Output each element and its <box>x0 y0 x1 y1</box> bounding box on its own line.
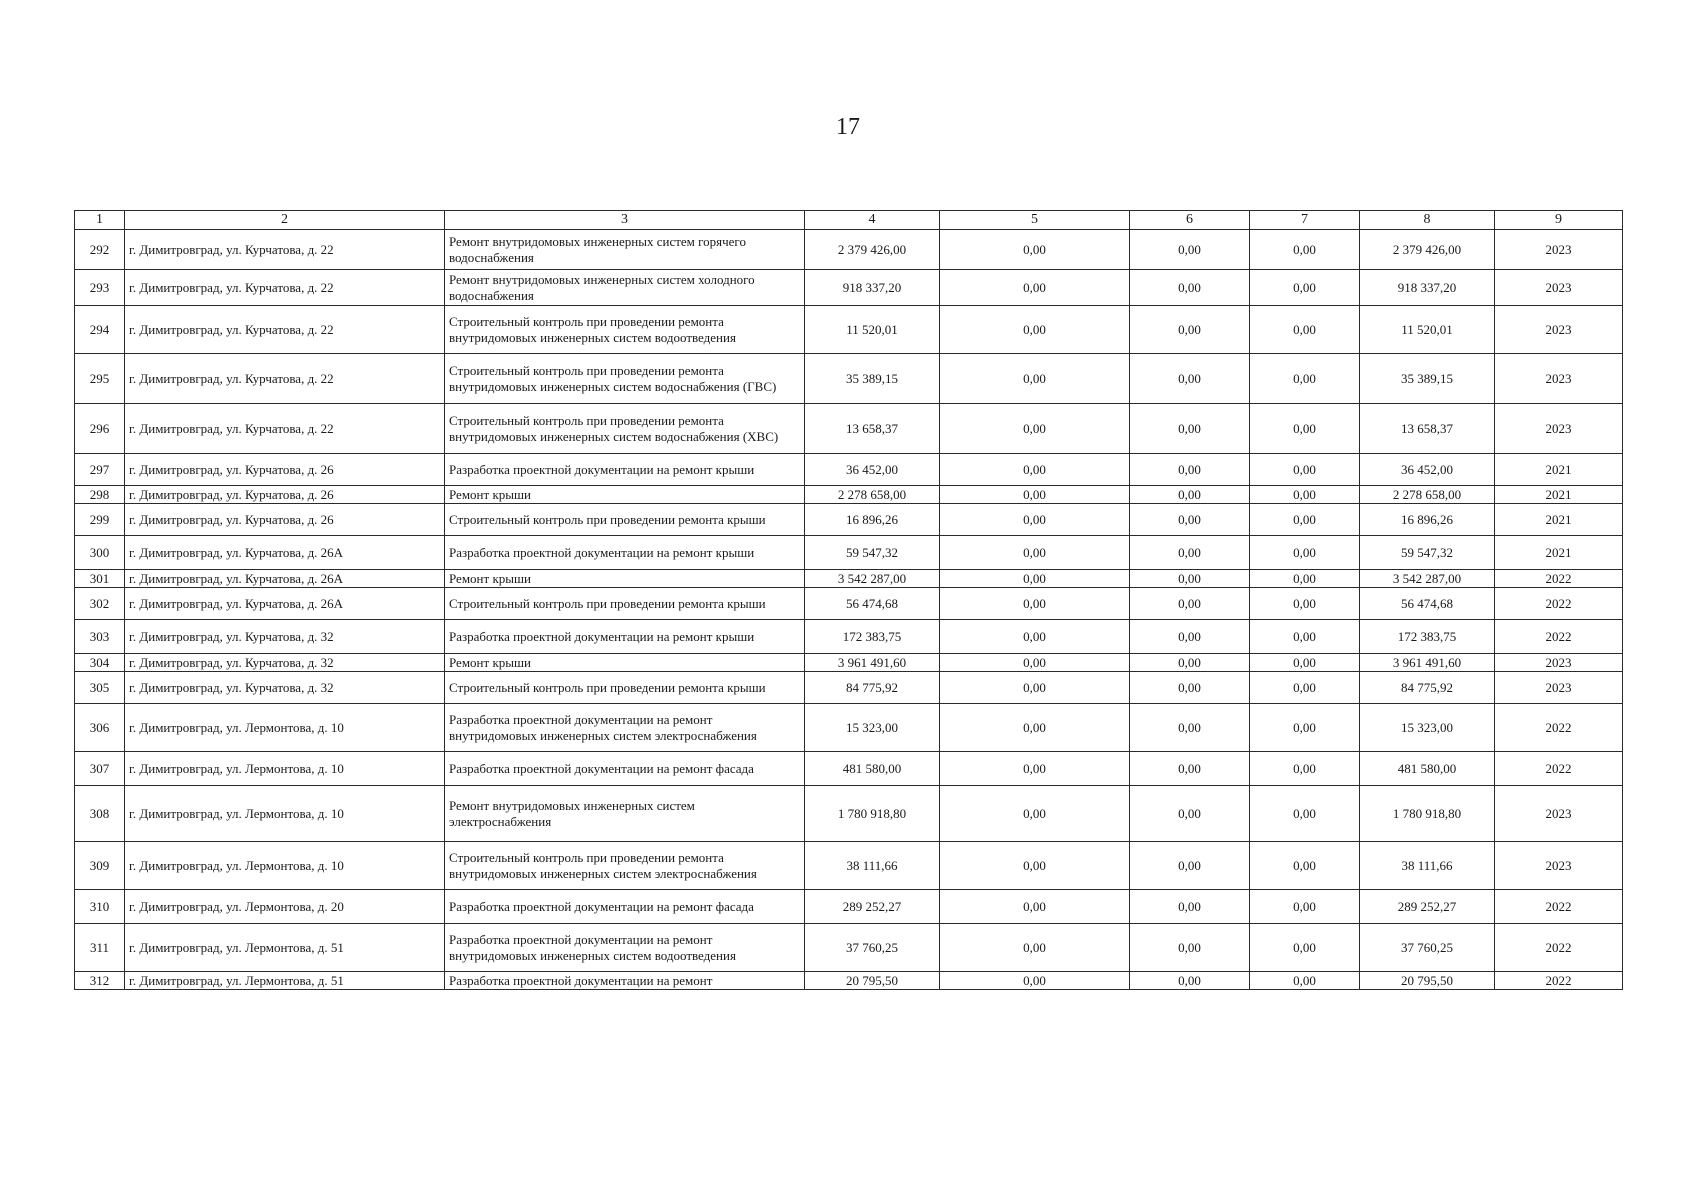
table-row <box>75 924 1623 972</box>
row-number: 296 <box>75 404 125 454</box>
row-col-7-amount: 0,00 <box>1250 972 1360 990</box>
row-col-6-amount: 0,00 <box>1130 842 1250 890</box>
row-col-4-amount: 289 252,27 <box>805 890 940 924</box>
row-year: 2023 <box>1495 270 1623 306</box>
row-col-4-amount: 37 760,25 <box>805 924 940 972</box>
row-col-7-amount: 0,00 <box>1250 704 1360 752</box>
row-col-5-amount: 0,00 <box>940 654 1130 672</box>
row-col-8-amount: 59 547,32 <box>1360 536 1495 570</box>
row-col-5-amount: 0,00 <box>940 752 1130 786</box>
row-col-8-amount: 20 795,50 <box>1360 972 1495 990</box>
table-row <box>75 704 1623 752</box>
row-col-5-amount: 0,00 <box>940 404 1130 454</box>
table-row <box>75 230 1623 270</box>
row-col-6-amount: 0,00 <box>1130 672 1250 704</box>
row-col-6-amount: 0,00 <box>1130 924 1250 972</box>
page-number: 17 <box>836 114 860 140</box>
row-col-8-amount: 56 474,68 <box>1360 588 1495 620</box>
row-col-7-amount: 0,00 <box>1250 306 1360 354</box>
row-col-4-amount: 2 278 658,00 <box>805 486 940 504</box>
row-year: 2022 <box>1495 588 1623 620</box>
row-col-5-amount: 0,00 <box>940 842 1130 890</box>
row-col-6-amount: 0,00 <box>1130 752 1250 786</box>
row-address: г. Димитровград, ул. Курчатова, д. 26 <box>125 486 445 504</box>
row-work-description: Строительный контроль при проведении ремонта крыши <box>445 504 805 536</box>
row-year: 2022 <box>1495 570 1623 588</box>
row-address: г. Димитровград, ул. Курчатова, д. 26А <box>125 536 445 570</box>
table-row <box>75 672 1623 704</box>
row-work-description: Ремонт крыши <box>445 486 805 504</box>
row-col-4-amount: 3 961 491,60 <box>805 654 940 672</box>
row-number: 304 <box>75 654 125 672</box>
row-year: 2023 <box>1495 404 1623 454</box>
table-row <box>75 654 1623 672</box>
row-number: 300 <box>75 536 125 570</box>
row-year: 2022 <box>1495 924 1623 972</box>
row-address: г. Димитровград, ул. Курчатова, д. 22 <box>125 404 445 454</box>
row-number: 293 <box>75 270 125 306</box>
row-col-8-amount: 481 580,00 <box>1360 752 1495 786</box>
row-col-4-amount: 1 780 918,80 <box>805 786 940 842</box>
row-col-5-amount: 0,00 <box>940 454 1130 486</box>
row-year: 2021 <box>1495 536 1623 570</box>
row-number: 294 <box>75 306 125 354</box>
row-col-5-amount: 0,00 <box>940 890 1130 924</box>
row-col-8-amount: 3 542 287,00 <box>1360 570 1495 588</box>
row-col-5-amount: 0,00 <box>940 620 1130 654</box>
row-col-7-amount: 0,00 <box>1250 786 1360 842</box>
table-row <box>75 270 1623 306</box>
row-work-description: Разработка проектной документации на ремонт крыши <box>445 454 805 486</box>
row-number: 301 <box>75 570 125 588</box>
table-row <box>75 570 1623 588</box>
table-row <box>75 536 1623 570</box>
row-col-4-amount: 3 542 287,00 <box>805 570 940 588</box>
row-col-4-amount: 172 383,75 <box>805 620 940 654</box>
row-col-7-amount: 0,00 <box>1250 230 1360 270</box>
row-address: г. Димитровград, ул. Лермонтова, д. 10 <box>125 842 445 890</box>
row-col-4-amount: 11 520,01 <box>805 306 940 354</box>
row-col-6-amount: 0,00 <box>1130 504 1250 536</box>
row-work-description: Ремонт внутридомовых инженерных систем горячего водоснабжения <box>445 230 805 270</box>
row-year: 2023 <box>1495 230 1623 270</box>
table-row <box>75 486 1623 504</box>
row-col-7-amount: 0,00 <box>1250 504 1360 536</box>
row-col-4-amount: 56 474,68 <box>805 588 940 620</box>
row-work-description: Ремонт крыши <box>445 654 805 672</box>
row-address: г. Димитровград, ул. Лермонтова, д. 10 <box>125 752 445 786</box>
row-col-4-amount: 84 775,92 <box>805 672 940 704</box>
row-col-8-amount: 3 961 491,60 <box>1360 654 1495 672</box>
row-col-7-amount: 0,00 <box>1250 842 1360 890</box>
row-year: 2023 <box>1495 786 1623 842</box>
row-col-7-amount: 0,00 <box>1250 570 1360 588</box>
row-col-6-amount: 0,00 <box>1130 306 1250 354</box>
row-number: 310 <box>75 890 125 924</box>
row-col-8-amount: 84 775,92 <box>1360 672 1495 704</box>
row-col-8-amount: 13 658,37 <box>1360 404 1495 454</box>
row-col-4-amount: 481 580,00 <box>805 752 940 786</box>
header-col-1: 1 <box>75 211 125 230</box>
row-col-6-amount: 0,00 <box>1130 620 1250 654</box>
header-col-9: 9 <box>1495 211 1623 230</box>
row-year: 2022 <box>1495 972 1623 990</box>
row-col-7-amount: 0,00 <box>1250 672 1360 704</box>
row-address: г. Димитровград, ул. Лермонтова, д. 10 <box>125 786 445 842</box>
row-col-4-amount: 13 658,37 <box>805 404 940 454</box>
row-col-5-amount: 0,00 <box>940 570 1130 588</box>
row-number: 302 <box>75 588 125 620</box>
row-address: г. Димитровград, ул. Курчатова, д. 32 <box>125 620 445 654</box>
row-number: 295 <box>75 354 125 404</box>
row-col-8-amount: 289 252,27 <box>1360 890 1495 924</box>
header-col-4: 4 <box>805 211 940 230</box>
row-col-8-amount: 35 389,15 <box>1360 354 1495 404</box>
row-col-4-amount: 35 389,15 <box>805 354 940 404</box>
row-address: г. Димитровград, ул. Курчатова, д. 26 <box>125 454 445 486</box>
row-col-5-amount: 0,00 <box>940 306 1130 354</box>
row-work-description: Разработка проектной документации на ремонт <box>445 972 805 990</box>
row-address: г. Димитровград, ул. Курчатова, д. 26 <box>125 504 445 536</box>
row-year: 2023 <box>1495 306 1623 354</box>
row-col-5-amount: 0,00 <box>940 704 1130 752</box>
row-col-8-amount: 1 780 918,80 <box>1360 786 1495 842</box>
row-number: 309 <box>75 842 125 890</box>
row-col-4-amount: 15 323,00 <box>805 704 940 752</box>
row-number: 299 <box>75 504 125 536</box>
row-year: 2021 <box>1495 504 1623 536</box>
table-row <box>75 890 1623 924</box>
row-col-8-amount: 2 379 426,00 <box>1360 230 1495 270</box>
table-row <box>75 588 1623 620</box>
row-address: г. Димитровград, ул. Курчатова, д. 22 <box>125 354 445 404</box>
header-col-8: 8 <box>1360 211 1495 230</box>
row-col-8-amount: 38 111,66 <box>1360 842 1495 890</box>
row-work-description: Строительный контроль при проведении ремонта внутридомовых инженерных систем водоснабжения (ГВС) <box>445 354 805 404</box>
row-number: 292 <box>75 230 125 270</box>
row-col-7-amount: 0,00 <box>1250 924 1360 972</box>
header-col-3: 3 <box>445 211 805 230</box>
row-year: 2022 <box>1495 620 1623 654</box>
row-address: г. Димитровград, ул. Курчатова, д. 22 <box>125 270 445 306</box>
row-col-6-amount: 0,00 <box>1130 230 1250 270</box>
row-col-7-amount: 0,00 <box>1250 536 1360 570</box>
table-row <box>75 972 1623 990</box>
table-row <box>75 306 1623 354</box>
row-col-6-amount: 0,00 <box>1130 972 1250 990</box>
row-col-5-amount: 0,00 <box>940 354 1130 404</box>
row-col-4-amount: 2 379 426,00 <box>805 230 940 270</box>
row-col-5-amount: 0,00 <box>940 672 1130 704</box>
row-col-6-amount: 0,00 <box>1130 704 1250 752</box>
row-col-7-amount: 0,00 <box>1250 354 1360 404</box>
row-number: 307 <box>75 752 125 786</box>
row-col-6-amount: 0,00 <box>1130 270 1250 306</box>
row-year: 2021 <box>1495 454 1623 486</box>
row-col-7-amount: 0,00 <box>1250 454 1360 486</box>
row-work-description: Ремонт крыши <box>445 570 805 588</box>
row-address: г. Димитровград, ул. Курчатова, д. 26А <box>125 588 445 620</box>
table-header <box>75 211 1623 230</box>
row-col-5-amount: 0,00 <box>940 786 1130 842</box>
row-work-description: Строительный контроль при проведении ремонта внутридомовых инженерных систем электроснабжения <box>445 842 805 890</box>
table-row <box>75 786 1623 842</box>
row-col-6-amount: 0,00 <box>1130 890 1250 924</box>
table-row <box>75 620 1623 654</box>
row-col-4-amount: 38 111,66 <box>805 842 940 890</box>
table-row <box>75 404 1623 454</box>
row-col-7-amount: 0,00 <box>1250 654 1360 672</box>
table-body <box>75 230 1623 990</box>
row-address: г. Димитровград, ул. Курчатова, д. 22 <box>125 306 445 354</box>
row-col-8-amount: 918 337,20 <box>1360 270 1495 306</box>
repair-program-table <box>74 210 1623 990</box>
row-year: 2023 <box>1495 654 1623 672</box>
row-col-8-amount: 36 452,00 <box>1360 454 1495 486</box>
row-col-6-amount: 0,00 <box>1130 588 1250 620</box>
row-year: 2021 <box>1495 486 1623 504</box>
row-col-6-amount: 0,00 <box>1130 570 1250 588</box>
row-work-description: Строительный контроль при проведении ремонта внутридомовых инженерных систем водоснабжения (ХВС) <box>445 404 805 454</box>
row-number: 312 <box>75 972 125 990</box>
row-col-6-amount: 0,00 <box>1130 786 1250 842</box>
row-col-5-amount: 0,00 <box>940 536 1130 570</box>
table-row <box>75 504 1623 536</box>
row-col-7-amount: 0,00 <box>1250 752 1360 786</box>
row-col-7-amount: 0,00 <box>1250 486 1360 504</box>
row-number: 303 <box>75 620 125 654</box>
row-number: 306 <box>75 704 125 752</box>
row-year: 2022 <box>1495 704 1623 752</box>
row-col-8-amount: 37 760,25 <box>1360 924 1495 972</box>
row-col-6-amount: 0,00 <box>1130 486 1250 504</box>
table-row <box>75 842 1623 890</box>
row-number: 297 <box>75 454 125 486</box>
row-number: 308 <box>75 786 125 842</box>
row-col-8-amount: 11 520,01 <box>1360 306 1495 354</box>
row-col-7-amount: 0,00 <box>1250 890 1360 924</box>
row-work-description: Разработка проектной документации на ремонт фасада <box>445 890 805 924</box>
header-col-7: 7 <box>1250 211 1360 230</box>
row-col-8-amount: 2 278 658,00 <box>1360 486 1495 504</box>
row-work-description: Ремонт внутридомовых инженерных систем холодного водоснабжения <box>445 270 805 306</box>
header-col-5: 5 <box>940 211 1130 230</box>
row-address: г. Димитровград, ул. Курчатова, д. 22 <box>125 230 445 270</box>
row-address: г. Димитровград, ул. Лермонтова, д. 51 <box>125 972 445 990</box>
row-col-5-amount: 0,00 <box>940 486 1130 504</box>
table-row <box>75 454 1623 486</box>
row-col-8-amount: 15 323,00 <box>1360 704 1495 752</box>
row-col-7-amount: 0,00 <box>1250 404 1360 454</box>
row-col-7-amount: 0,00 <box>1250 588 1360 620</box>
row-col-4-amount: 36 452,00 <box>805 454 940 486</box>
row-address: г. Димитровград, ул. Курчатова, д. 26А <box>125 570 445 588</box>
row-address: г. Димитровград, ул. Лермонтова, д. 51 <box>125 924 445 972</box>
row-year: 2022 <box>1495 890 1623 924</box>
row-col-6-amount: 0,00 <box>1130 536 1250 570</box>
row-year: 2023 <box>1495 354 1623 404</box>
row-col-8-amount: 172 383,75 <box>1360 620 1495 654</box>
row-col-5-amount: 0,00 <box>940 230 1130 270</box>
row-work-description: Строительный контроль при проведении ремонта крыши <box>445 588 805 620</box>
row-year: 2022 <box>1495 752 1623 786</box>
row-work-description: Разработка проектной документации на ремонт внутридомовых инженерных систем электроснабжения <box>445 704 805 752</box>
row-col-5-amount: 0,00 <box>940 972 1130 990</box>
row-col-6-amount: 0,00 <box>1130 654 1250 672</box>
row-col-4-amount: 918 337,20 <box>805 270 940 306</box>
row-work-description: Строительный контроль при проведении ремонта внутридомовых инженерных систем водоотведения <box>445 306 805 354</box>
row-number: 298 <box>75 486 125 504</box>
row-work-description: Строительный контроль при проведении ремонта крыши <box>445 672 805 704</box>
row-year: 2023 <box>1495 672 1623 704</box>
row-col-4-amount: 20 795,50 <box>805 972 940 990</box>
header-row <box>75 211 1623 230</box>
row-col-5-amount: 0,00 <box>940 588 1130 620</box>
row-col-5-amount: 0,00 <box>940 504 1130 536</box>
row-col-5-amount: 0,00 <box>940 270 1130 306</box>
row-work-description: Разработка проектной документации на ремонт внутридомовых инженерных систем водоотведения <box>445 924 805 972</box>
row-work-description: Ремонт внутридомовых инженерных систем электроснабжения <box>445 786 805 842</box>
table-row <box>75 354 1623 404</box>
row-col-6-amount: 0,00 <box>1130 404 1250 454</box>
row-col-4-amount: 59 547,32 <box>805 536 940 570</box>
row-address: г. Димитровград, ул. Курчатова, д. 32 <box>125 672 445 704</box>
row-col-6-amount: 0,00 <box>1130 454 1250 486</box>
row-work-description: Разработка проектной документации на ремонт крыши <box>445 620 805 654</box>
row-number: 311 <box>75 924 125 972</box>
table-row <box>75 752 1623 786</box>
row-col-7-amount: 0,00 <box>1250 270 1360 306</box>
header-col-2: 2 <box>125 211 445 230</box>
row-work-description: Разработка проектной документации на ремонт крыши <box>445 536 805 570</box>
row-col-6-amount: 0,00 <box>1130 354 1250 404</box>
row-col-7-amount: 0,00 <box>1250 620 1360 654</box>
row-work-description: Разработка проектной документации на ремонт фасада <box>445 752 805 786</box>
row-col-5-amount: 0,00 <box>940 924 1130 972</box>
row-col-8-amount: 16 896,26 <box>1360 504 1495 536</box>
row-year: 2023 <box>1495 842 1623 890</box>
row-col-4-amount: 16 896,26 <box>805 504 940 536</box>
row-address: г. Димитровград, ул. Лермонтова, д. 10 <box>125 704 445 752</box>
row-number: 305 <box>75 672 125 704</box>
row-address: г. Димитровград, ул. Курчатова, д. 32 <box>125 654 445 672</box>
header-col-6: 6 <box>1130 211 1250 230</box>
row-address: г. Димитровград, ул. Лермонтова, д. 20 <box>125 890 445 924</box>
